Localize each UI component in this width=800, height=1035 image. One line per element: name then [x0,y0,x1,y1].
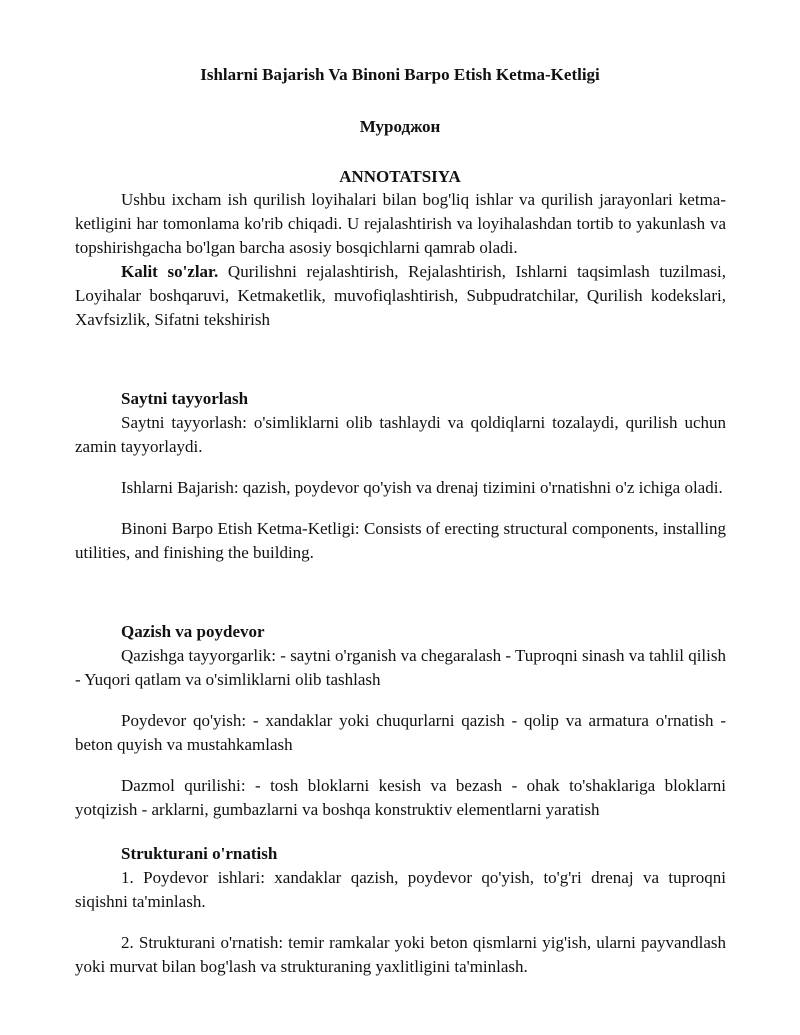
section-heading: Saytni tayyorlash [121,389,249,408]
section-paragraph: Qazishga tayyorgarlik: - saytni o'rganish va chegaralash - Tuproqni sinash va tahlil qilish - Yuqori qatlam va o'simliklarni olib tashlash [75,646,726,689]
keywords-label: Kalit so'zlar. [121,262,219,281]
section-paragraph: Binoni Barpo Etish Ketma-Ketligi: Consists of erecting structural components, installing utilities, and finishing the building. [75,519,726,562]
section-heading: Strukturani o'rnatish [121,844,278,863]
annotation-heading: ANNOTATSIYA [339,167,461,186]
section-paragraph: 2. Strukturani o'rnatish: temir ramkalar yoki beton qismlarni yig'ish, ularni payvandlash yoki murvat bilan bog'lash va strukturaning yaxlitligini ta'minlash. [75,933,726,976]
author-name: Муроджон [359,117,441,136]
section-paragraph: 1. Poydevor ishlari: xandaklar qazish, poydevor qo'yish, to'g'ri drenaj va tuproqni siqishni ta'minlash. [75,868,726,911]
annotation-block [75,188,726,332]
keywords-paragraph [75,260,726,332]
keywords-text: Qurilishni rejalashtirish, Rejalashtirish, Ishlarni taqsimlash tuzilmasi, Loyihalar boshqaruvi, Ketmaketlik, muvofiqlashtirish, Subpudratchilar, Qurilish kodekslari, Xavfsizlik, Sifatni tekshirish [75,262,726,329]
section-heading: Qazish va poydevor [121,622,265,641]
section-paragraph: Saytni tayyorlash: o'simliklarni olib tashlaydi va qoldiqlarni tozalaydi, qurilish uchun zamin tayyorlaydi. [75,413,726,456]
section-site-preparation [75,387,726,565]
section-paragraph: Ishlarni Bajarish: qazish, poydevor qo'yish va drenaj tizimini o'rnatishni o'z ichiga oladi. [121,478,723,497]
section-excavation-foundation [75,620,726,822]
annotation-paragraph: Ushbu ixcham ish qurilish loyihalari bilan bog'liq ishlar va qurilish jarayonlari ketma-ketligini har tomonlama ko'rib chiqadi. U rejalashtirish va loyihalashdan tortib to yakunlash va topshirishgacha bo'lgan barcha asosiy bosqichlarni qamrab oladi. [75,190,726,257]
document-title: Ishlarni Bajarish Va Binoni Barpo Etish Ketma-Ketligi [200,65,600,84]
section-structure-installation [75,842,726,979]
section-paragraph: Dazmol qurilishi: - tosh bloklarni kesish va bezash - ohak to'shaklariga bloklarni yotqizish - arklarni, gumbazlarni va boshqa konstruktiv elementlarni yaratish [75,776,726,819]
section-paragraph: Poydevor qo'yish: - xandaklar yoki chuqurlarni qazish - qolip va armatura o'rnatish - beton quyish va mustahkamlash [75,711,726,754]
